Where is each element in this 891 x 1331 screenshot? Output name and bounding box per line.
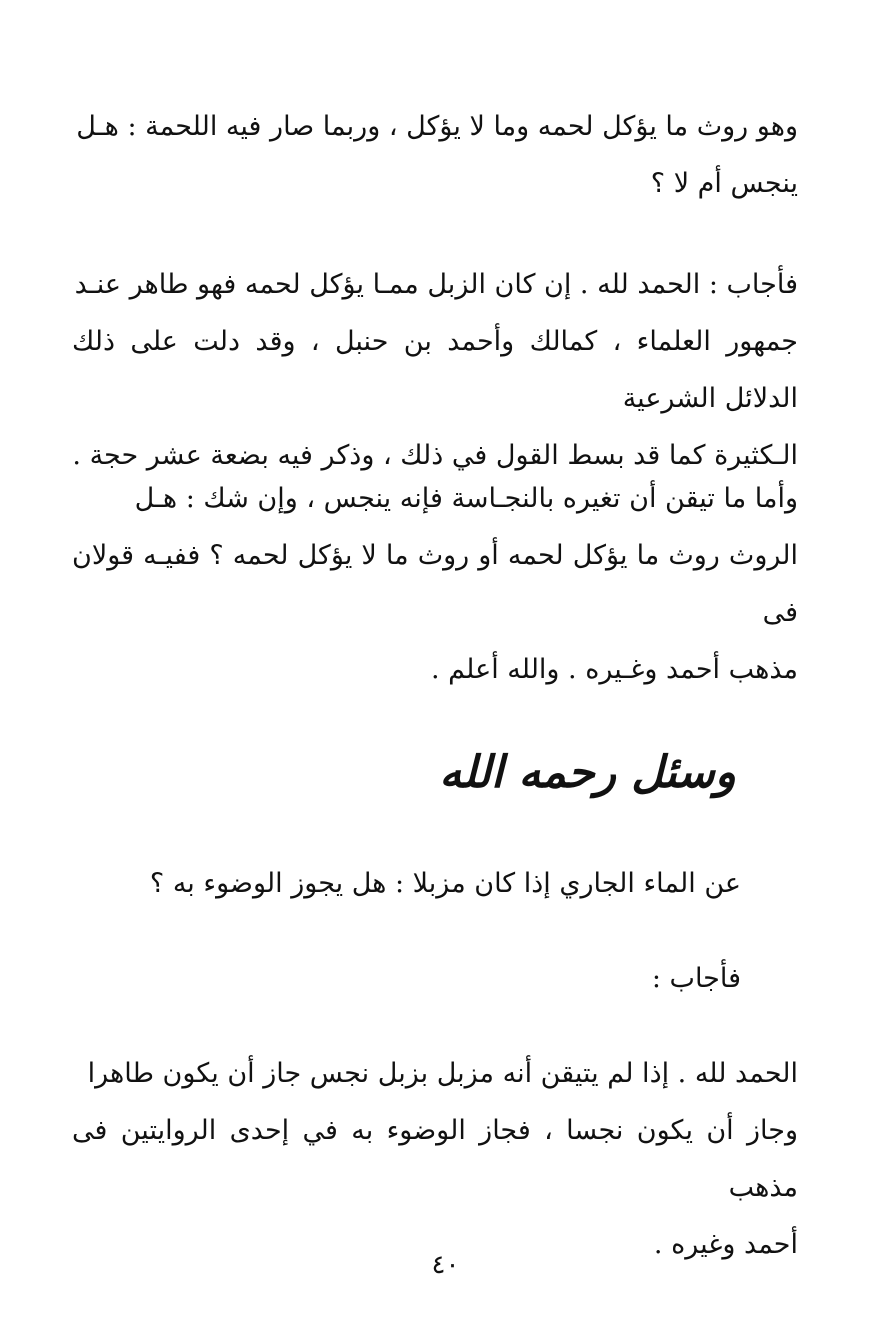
paragraph-answer-label: [81, 950, 741, 1007]
text-line: عن الماء الجاري إذا كان مزبلا : هل يجوز الوضوء به ؟: [149, 868, 741, 899]
paragraph-question-water: [81, 855, 741, 912]
paragraph-answer-water: [72, 1045, 798, 1273]
page-number: ٤٠: [431, 1250, 460, 1280]
text-line: الروث روث ما يؤكل لحمه أو روث ما لا يؤكل لحمه ؟ ففيـه قولان فى: [72, 540, 798, 628]
text-line: الـكثيرة كما قد بسط القول في ذلك ، وذكر فيه بضعة عشر حجة .: [72, 440, 798, 471]
section-heading: وسئل رحمه الله: [439, 747, 736, 798]
text-line: ينجس أم لا ؟: [650, 168, 798, 199]
text-line: جمهور العلماء ، كمالك وأحمد بن حنبل ، وقد دلت على ذلك الدلائل الشرعية: [72, 326, 798, 414]
text-line: الحمد لله . إذا لم يتيقن أنه مزبل بزبل نجس جاز أن يكون طاهرا: [87, 1058, 798, 1089]
paragraph-question-dung: [72, 98, 798, 212]
text-line: وأما ما تيقن أن تغيره بالنجـاسة فإنه ينجس ، وإن شك : هـل: [134, 483, 798, 514]
paragraph-answer-1: [72, 256, 798, 484]
text-line: وهو روث ما يؤكل لحمه وما لا يؤكل ، وربما صار فيه اللحمة : هـل: [76, 111, 798, 142]
text-line: مذهب أحمد وغـيره . والله أعلم .: [431, 654, 798, 685]
text-line: وجاز أن يكون نجسا ، فجاز الوضوء به في إحدى الروايتين فى مذهب: [72, 1115, 798, 1203]
text-line: أحمد وغيره .: [653, 1229, 798, 1260]
paragraph-answer-2: [72, 470, 798, 698]
text-line: فأجاب : الحمد لله . إن كان الزبل ممـا يؤكل لحمه فهو طاهر عنـد: [74, 269, 798, 300]
text-line: فأجاب :: [651, 963, 741, 994]
